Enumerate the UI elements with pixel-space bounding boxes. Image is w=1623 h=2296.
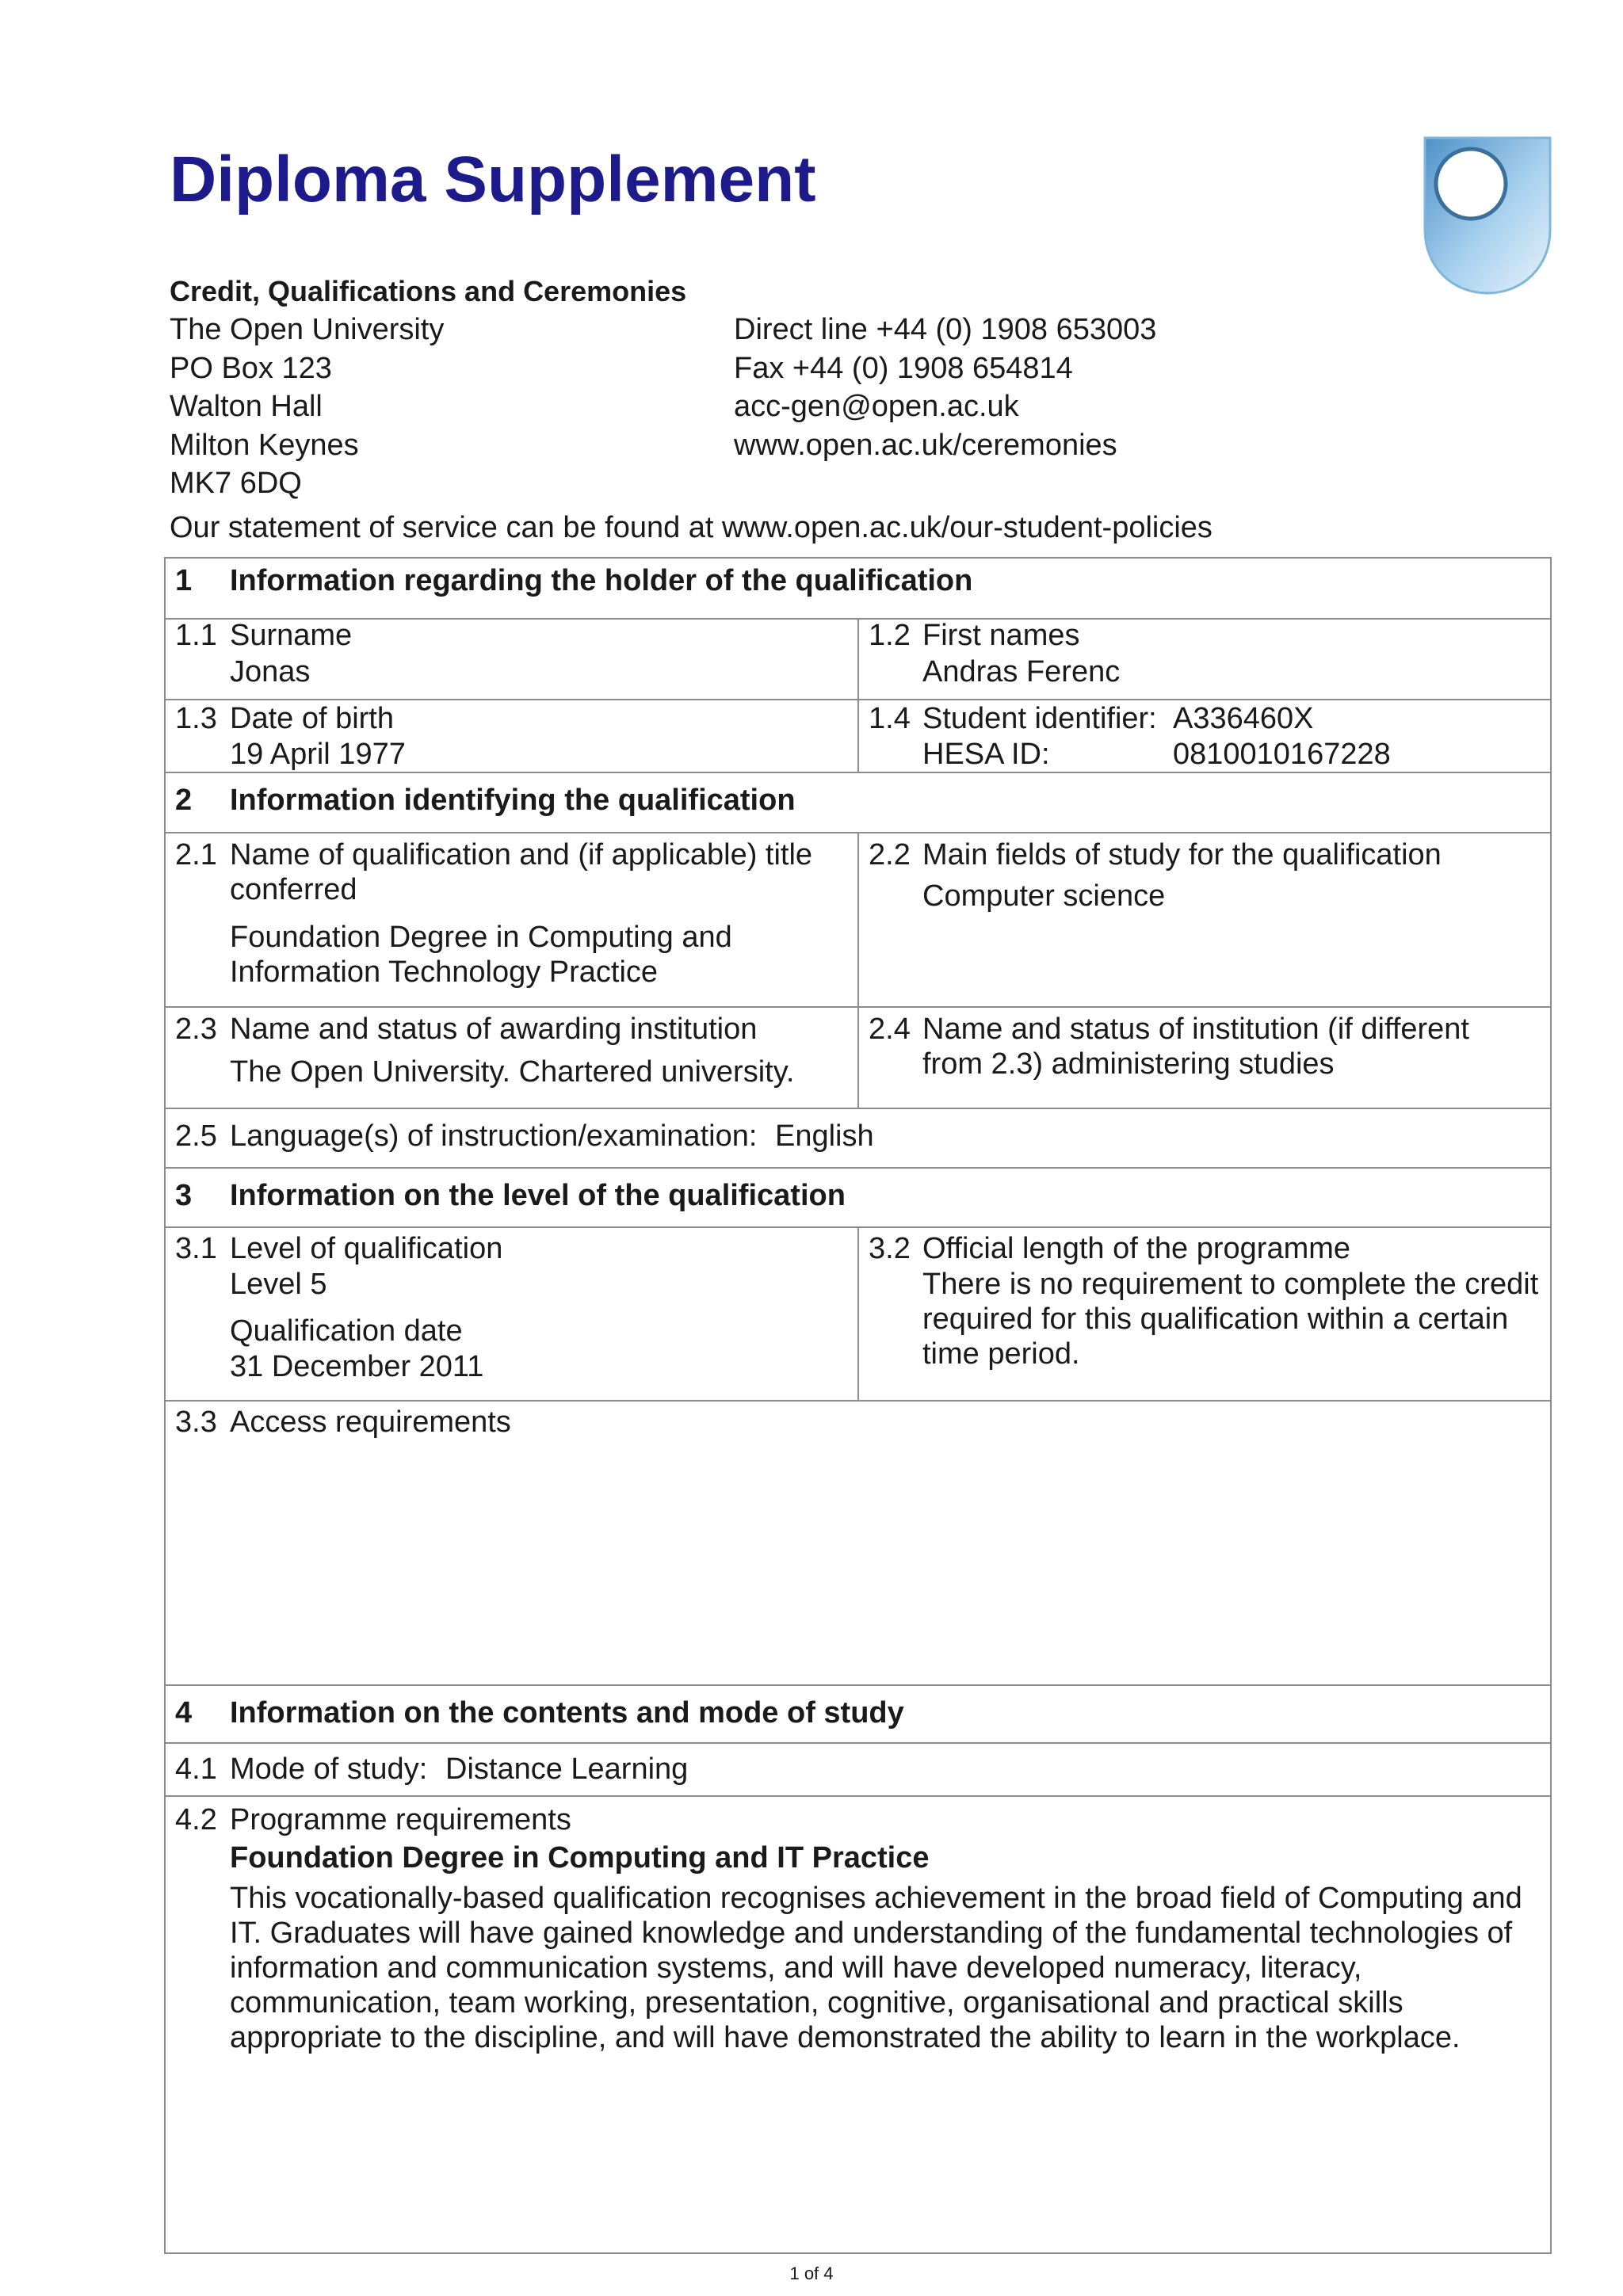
programme-requirements-label: Programme requirements <box>230 1803 571 1836</box>
student-identifier-value: A336460X <box>1173 702 1314 735</box>
language-value: English <box>775 1119 874 1153</box>
surname-label: Surname <box>230 619 353 652</box>
qualification-name-value: Foundation Degree in Computing and <box>230 921 732 954</box>
address-line: The Open University <box>170 313 445 346</box>
row-divider <box>164 1795 1552 1797</box>
page-number: 1 of 4 <box>789 2264 834 2283</box>
row-divider <box>164 1742 1552 1744</box>
row-divider <box>164 1400 1552 1402</box>
address-line: Walton Hall <box>170 390 323 423</box>
level-value: Level 5 <box>230 1268 327 1301</box>
mode-of-study-label: Mode of study: <box>230 1753 428 1786</box>
postal-address <box>170 311 444 503</box>
qualification-date-label: Qualification date <box>230 1314 463 1348</box>
surname-value: Jonas <box>230 655 311 688</box>
phone-line: Direct line +44 (0) 1908 653003 <box>734 313 1157 346</box>
field-number: 4.1 <box>175 1753 217 1786</box>
email-address: acc-gen@open.ac.uk <box>734 390 1019 423</box>
student-identifier-label: Student identifier: <box>922 702 1157 735</box>
qualification-name-label: Name of qualification and (if applicable) title <box>230 838 813 871</box>
field-number: 3.2 <box>869 1232 911 1265</box>
access-requirements-label: Access requirements <box>230 1405 511 1439</box>
section-number: 3 <box>175 1179 193 1212</box>
section-3-heading: Information on the level of the qualification <box>230 1179 846 1212</box>
fields-of-study-label: Main fields of study for the qualification <box>922 838 1442 871</box>
section-number: 1 <box>175 564 193 597</box>
administering-institution-label: from 2.3) administering studies <box>922 1047 1335 1081</box>
awarding-institution-label: Name and status of awarding institution <box>230 1013 758 1046</box>
service-statement: Our statement of service can be found at www.open.ac.uk/our-student-policies <box>170 511 1212 544</box>
field-number: 1.3 <box>175 702 217 735</box>
section-number: 2 <box>175 784 193 817</box>
hesa-id-label: HESA ID: <box>922 738 1050 771</box>
field-number: 3.3 <box>175 1405 217 1439</box>
section-2-heading: Information identifying the qualification <box>230 784 796 817</box>
qualification-name-value: Information Technology Practice <box>230 955 659 989</box>
open-university-logo <box>1422 135 1553 296</box>
qualification-name-label: conferred <box>230 873 357 906</box>
awarding-institution-value: The Open University. Chartered university. <box>230 1055 795 1089</box>
field-number: 1.4 <box>869 702 911 735</box>
programme-length-label: Official length of the programme <box>922 1232 1351 1265</box>
field-number: 2.5 <box>175 1119 217 1153</box>
row-divider <box>164 1108 1552 1109</box>
column-divider <box>857 1226 859 1400</box>
row-divider <box>164 1684 1552 1686</box>
contact-details <box>734 311 1156 464</box>
field-number: 1.1 <box>175 619 217 652</box>
language-label: Language(s) of instruction/examination: <box>230 1119 758 1153</box>
field-number: 4.2 <box>175 1803 217 1836</box>
administering-institution-label: Name and status of institution (if different <box>922 1013 1469 1046</box>
mode-of-study-value: Distance Learning <box>445 1753 689 1786</box>
programme-length-value: required for this qualification within a certain <box>922 1302 1509 1336</box>
fax-line: Fax +44 (0) 1908 654814 <box>734 351 1073 385</box>
level-label: Level of qualification <box>230 1232 503 1265</box>
field-number: 2.1 <box>175 838 217 871</box>
field-number: 1.2 <box>869 619 911 652</box>
programme-length-value: time period. <box>922 1337 1080 1371</box>
date-of-birth-label: Date of birth <box>230 702 394 735</box>
programme-title: Foundation Degree in Computing and IT Practice <box>230 1841 930 1875</box>
qualification-date-value: 31 December 2011 <box>230 1350 484 1383</box>
section-1-heading: Information regarding the holder of the qualification <box>230 564 973 597</box>
fields-of-study-value: Computer science <box>922 879 1166 913</box>
hesa-id-value: 0810010167228 <box>1173 738 1391 771</box>
section-number: 4 <box>175 1696 193 1730</box>
field-number: 3.1 <box>175 1232 217 1265</box>
row-divider <box>164 1167 1552 1169</box>
department-name: Credit, Qualifications and Ceremonies <box>170 275 687 307</box>
field-number: 2.4 <box>869 1013 911 1046</box>
website-url: www.open.ac.uk/ceremonies <box>734 428 1117 462</box>
section-4-heading: Information on the contents and mode of study <box>230 1696 904 1730</box>
programme-description: This vocationally-based qualification recognises achievement in the broad field of Computing and IT. Graduates will have gained knowledge and understanding of the fundamental technologies of information and communication systems, and will have developed numeracy, literacy, communication, team working, presentation, cognitive, organisational and practical skills appropriate to the discipline, and will have demonstrated the ability to learn in the workplace. <box>230 1882 1522 2054</box>
address-line: PO Box 123 <box>170 351 332 385</box>
date-of-birth-value: 19 April 1977 <box>230 738 406 771</box>
address-line: MK7 6DQ <box>170 467 302 500</box>
first-names-label: First names <box>922 619 1080 652</box>
first-names-value: Andras Ferenc <box>922 655 1121 688</box>
page-title: Diploma Supplement <box>170 143 816 215</box>
field-number: 2.3 <box>175 1013 217 1046</box>
address-line: Milton Keynes <box>170 428 359 462</box>
column-divider <box>857 618 859 772</box>
programme-length-value: There is no requirement to complete the credit <box>922 1268 1539 1301</box>
field-number: 2.2 <box>869 838 911 871</box>
column-divider <box>857 832 859 1108</box>
